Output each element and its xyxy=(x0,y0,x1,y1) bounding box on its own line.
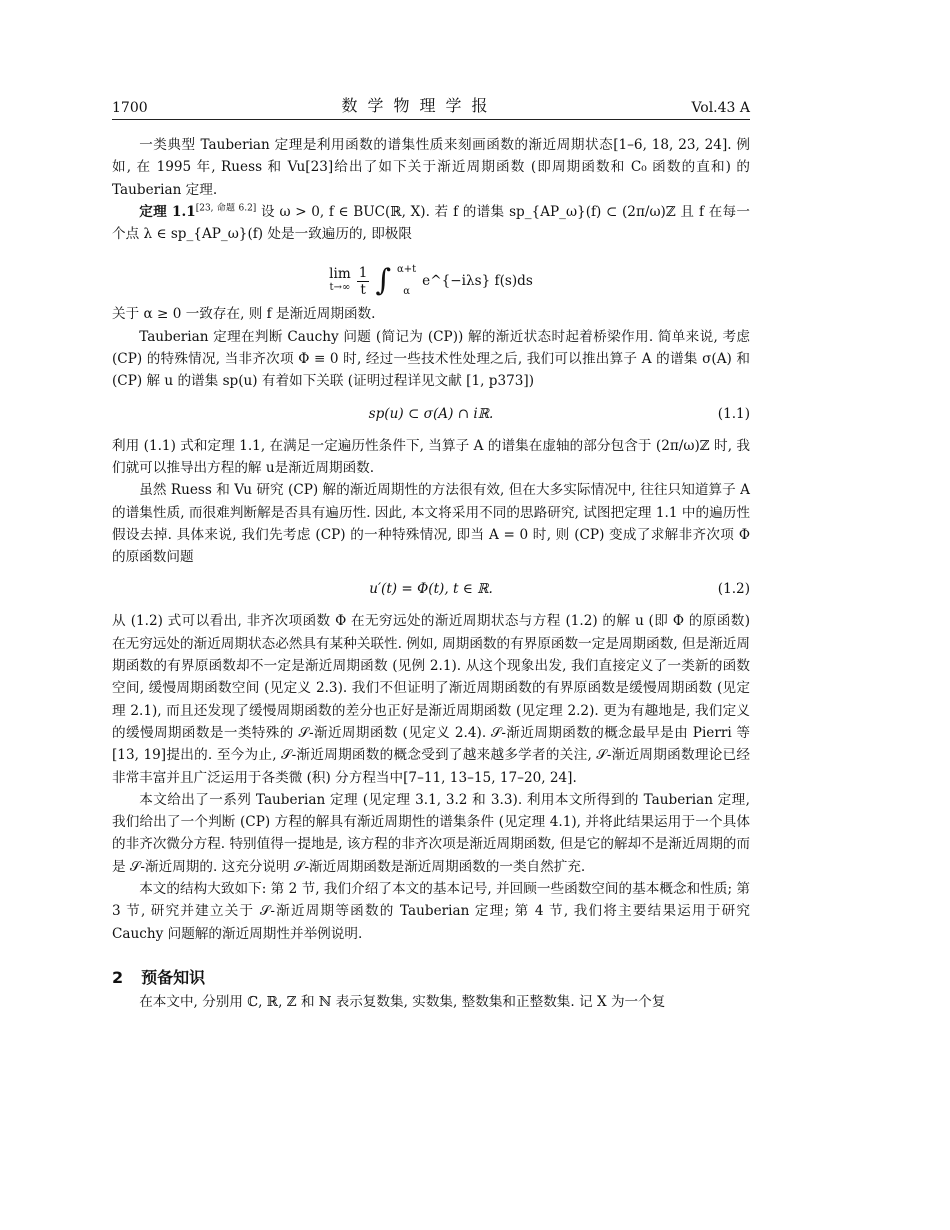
integral-upper: α+t xyxy=(397,264,417,276)
equation-1-2-body: u′(t) = Φ(t), t ∈ ℝ. xyxy=(369,581,493,598)
paragraph-using-1-1: 利用 (1.1) 式和定理 1.1, 在满足一定遍历性条件下, 当算子 A 的谱集在虚轴的部分包含于 (2π/ω)ℤ 时, 我们就可以推导出方程的解 u是渐近周期函数. xyxy=(112,437,750,476)
equation-1-2 xyxy=(112,574,750,604)
lim-subscript: t→∞ xyxy=(329,282,351,294)
journal-title: 数学物理学报 xyxy=(341,96,498,115)
paper-page xyxy=(112,94,750,1013)
paragraph-intro: 一类典型 Tauberian 定理是利用函数的谱集性质来刻画函数的渐近周期状态[1–6, 18, 23, 24]. 例如, 在 1995 年, Ruess 和 Vu[23]给出了如下关于渐近周期函数 (即周期函数和 C₀ 函数的直和) 的 Tauberian 定理. xyxy=(112,137,750,198)
equation-1-1-body: sp(u) ⊂ σ(A) ∩ iℝ. xyxy=(368,405,494,422)
equation-1-1-number: (1.1) xyxy=(717,405,750,422)
equation-1-1 xyxy=(112,399,750,429)
integral-sign: ∫ xyxy=(375,263,392,299)
paragraph-after-limit: 关于 α ≥ 0 一致存在, 则 f 是渐近周期函数. xyxy=(112,306,376,323)
paragraph-cp: Tauberian 定理在判断 Cauchy 问题 (简记为 (CP)) 解的渐近状态时起着桥梁作用. 简单来说, 考虑 (CP) 的特殊情况, 当非齐次项 Φ ≡ 0 时, 经过一些技术性处理之后, 我们可以推出算子 A 的谱集 σ(A) 和 (CP) 解 u 的谱集 sp(u) 有着如下关联 (证明过程详见文献 [1, p373]) xyxy=(112,328,750,390)
lim-operator: lim xyxy=(329,266,351,283)
theorem-label: 定理 1.1 xyxy=(139,203,196,220)
frac-numerator: 1 xyxy=(358,264,368,281)
paragraph-ruess-vu: 虽然 Ruess 和 Vu 研究 (CP) 解的渐近周期性的方法很有效, 但在大多实际情况中, 往往只知道算子 A 的谱集性质, 而很难判断解是否具有遍历性. 因此, 本文将采用不同的思路研究, 试图把定理 1.1 中的遍历性假设去掉. 具体来说, 我们先考虑 (CP) 的一种特殊情况, 即当 A = 0 时, 则 (CP) 变成了求解非齐次项 Φ 的原函数问题 xyxy=(112,482,750,566)
paragraph-notation: 在本文中, 分别用 ℂ, ℝ, ℤ 和 ℕ 表示复数集, 实数集, 整数集和正整数集. 记 X 为一个复 xyxy=(139,993,666,1010)
paragraph-contributions: 本文给出了一系列 Tauberian 定理 (见定理 3.1, 3.2 和 3.3). 利用本文所得到的 Tauberian 定理, 我们给出了一个判断 (CP) 方程的解具有渐近周期性的谱集条件 (见定理 4.1), 并将此结果运用于一个具体的非齐次微分方程. 特别值得一提地是, 该方程的非齐次项是渐近周期函数, 但是它的解却不是渐近周期的而是 𝒮-渐近周期的. 这充分说明 𝒮-渐近周期函数是渐近周期函数的一类自然扩充. xyxy=(112,791,750,875)
paragraph-from-1-2: 从 (1.2) 式可以看出, 非齐次项函数 Φ 在无穷远处的渐近周期状态与方程 (1.2) 的解 u (即 Φ 的原函数) 在无穷远处的渐近周期状态必然具有某种关联性. 例如, 周期函数的有界原函数一定是周期函数, 但是渐近周期函数的有界原函数却不一定是渐近周期函数 (见例 2.1). 从这个现象出发, 我们直接定义了一类新的函数空间, 缓慢周期函数空间 (见定义 2.3). 我们不但证明了渐近周期函数的有界原函数是缓慢周期函数 (见定理 2.1), 而且还发现了缓慢周期函数的差分也正好是渐近周期函数 (见定理 2.2). 更为有趣地是, 我们定义的缓慢周期函数是一类特殊的 𝒮-渐近周期函数 (见定义 2.4). 𝒮-渐近周期函数的概念最早是由 Pierri 等[13, 19]提出的. 至今为止, 𝒮-渐近周期函数的概念受到了越来越多学者的关注, 𝒮-渐近周期函数理论已经非常丰富并且广泛运用于各类微 (积) 分方程当中[7–11, 13–15, 17–20, 24]. xyxy=(112,613,750,786)
limit-equation xyxy=(112,251,750,297)
equation-1-2-number: (1.2) xyxy=(717,581,750,598)
paper-body xyxy=(112,134,750,1013)
section-number: 2 xyxy=(112,967,124,987)
theorem-1-1 xyxy=(112,201,750,246)
frac-denominator: t xyxy=(360,281,366,298)
paragraph-structure: 本文的结构大致如下: 第 2 节, 我们介绍了本文的基本记号, 并回顾一些函数空间的基本概念和性质; 第 3 节, 研究并建立关于 𝒮-渐近周期等函数的 Tauberian 定理; 第 4 节, 我们将主要结果运用于研究 Cauchy 问题解的渐近周期性并举例说明. xyxy=(112,881,750,942)
theorem-text: 设 ω > 0, f ∈ BUC(ℝ, X). 若 f 的谱集 sp_{AP_ω}(f) ⊂ (2π/ω)ℤ 且 f 在每一个点 λ ∈ sp_{AP_ω}(f) 处是一致遍历的, 即极限 xyxy=(112,203,751,243)
page-number: 1700 xyxy=(112,100,148,116)
section-heading-2 xyxy=(112,965,750,991)
integral-lower: α xyxy=(403,286,410,298)
integrand: e^{−iλs} f(s)ds xyxy=(422,273,533,290)
running-header xyxy=(112,94,750,120)
theorem-ref: [23, 命题 6.2] xyxy=(195,203,257,214)
volume-label: Vol.43 A xyxy=(691,100,750,116)
section-title: 预备知识 xyxy=(141,967,206,987)
